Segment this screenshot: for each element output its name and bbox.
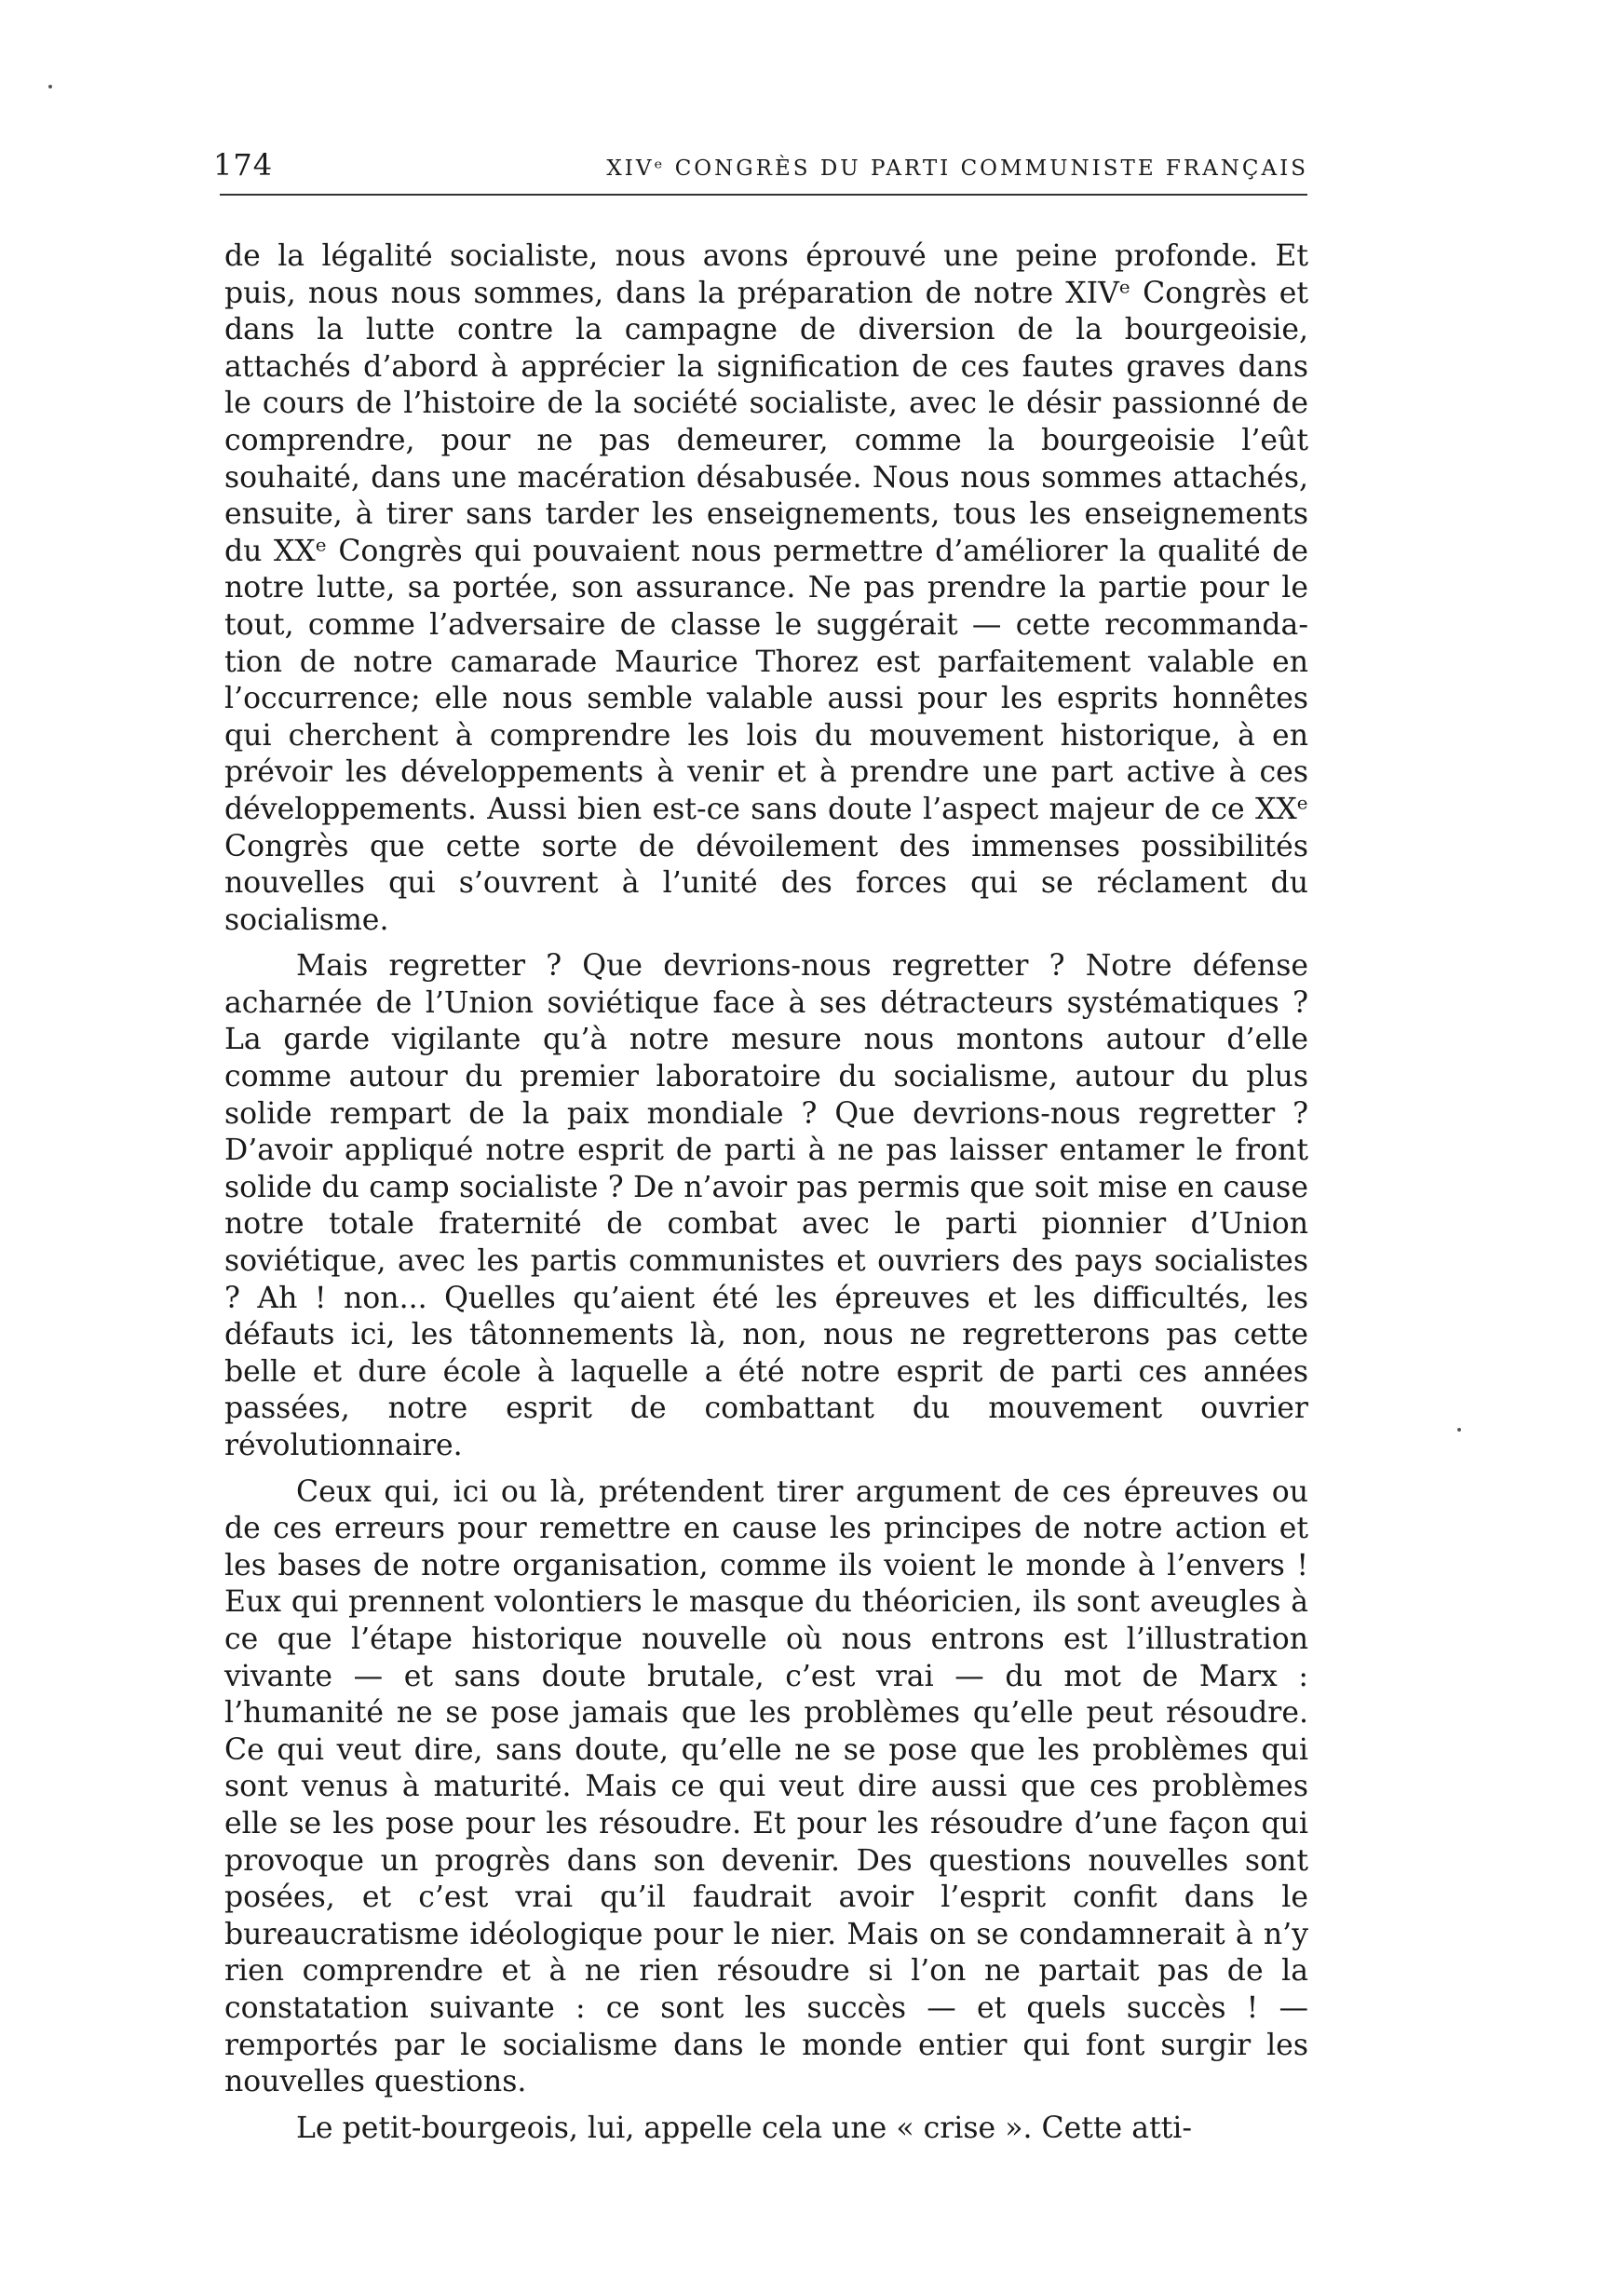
paragraph-1: de la légalité socialiste, nous avons éprouvé une peine profonde. Et puis, nous nous sommes, dans la préparation de notre XIVᵉ Congrès et dans la lutte contre la campagne de diversion de la bourgeoisie, attachés d’abord à apprécier la signification de ces fautes graves dans le cours de l’histoire de la société socialiste, avec le désir passionné de comprendre, pour ne pas demeurer, comme la bourgeoisie l’eût souhaité, dans une macération désabusée. Nous nous sommes attachés, ensuite, à tirer sans tarder les enseignements, tous les enseignements du XXᵉ Congrès qui pouvaient nous permettre d’améliorer la qualité de notre lutte, sa portée, son assurance. Ne pas prendre la partie pour le tout, comme l’adversaire de classe le suggérait — cette recommandation de notre camarade Maurice Thorez est parfaitement valable en l’occurrence; elle nous semble valable aussi pour les esprits honnêtes qui cherchent à comprendre les lois du mouvement historique, à en prévoir les développements à venir et à prendre une part active à ces développements. Aussi bien est-ce sans doute l’aspect majeur de ce XXᵉ Congrès que cette sorte de dévoilement des immenses possibilités nouvelles qui s’ouvrent à l’unité des forces qui se réclament du socialisme. [224,239,1308,937]
header-rule [220,194,1307,196]
paragraph-3: Ceux qui, ici ou là, prétendent tirer argument de ces épreuves ou de ces erreurs pour remettre en cause les principes de notre action et les bases de notre organisation, comme ils voient le monde à l’envers ! Eux qui prennent volontiers le masque du théoricien, ils sont aveugles à ce que l’étape historique nouvelle où nous entrons est l’illustration vivante — et sans doute brutale, c’est vrai — du mot de Marx : l’humanité ne se pose jamais que les problèmes qu’elle peut résoudre. Ce qui veut dire, sans doute, qu’elle ne se pose que les problèmes qui sont venus à maturité. Mais ce qui veut dire aussi que ces problèmes elle se les pose pour les résoudre. Et pour les résoudre d’une façon qui provoque un progrès dans son devenir. Des questions nouvelles sont posées, et c’est vrai qu’il faudrait avoir l’esprit confit dans le bureaucratisme idéologique pour le nier. Mais on se condamnerait à n’y rien comprendre et à ne rien résoudre si l’on ne partait pas de la constatation suivante : ce sont les succès — et quels succès ! — remportés par le socialisme dans le monde entier qui font surgir les nouvelles questions. [224,1474,1308,2099]
page-header [213,147,1308,183]
scan-speck [48,85,52,88]
running-head: XIVᵉ CONGRÈS DU PARTI COMMUNISTE FRANÇAIS [606,156,1308,181]
page-number: 174 [213,147,274,183]
paragraph-2: Mais regretter ? Que devrions-nous regretter ? Notre défense acharnée de l’Union soviétique face à ses détracteurs systématiques ? La garde vigilante qu’à notre mesure nous montons autour d’elle comme autour du premier laboratoire du socialisme, autour du plus solide rempart de la paix mondiale ? Que devrions-nous regretter ? D’avoir appliqué notre esprit de parti à ne pas laisser entamer le front solide du camp socialiste ? De n’avoir pas permis que soit mise en cause notre totale fraternité de combat avec le parti pionnier d’Union soviétique, avec les partis communistes et ouvriers des pays socialistes ? Ah ! non... Quelles qu’aient été les épreuves et les difficultés, les défauts ici, les tâtonnements là, non, nous ne regretterons pas cette belle et dure école à laquelle a été notre esprit de parti ces années passées, notre esprit de combattant du mouvement ouvrier révolutionnaire. [224,949,1308,1462]
paragraph-4: Le petit-bourgeois, lui, appelle cela une « crise ». Cette atti- [296,2111,1193,2145]
scan-speck [1457,1428,1461,1432]
body-text [224,238,1308,2156]
